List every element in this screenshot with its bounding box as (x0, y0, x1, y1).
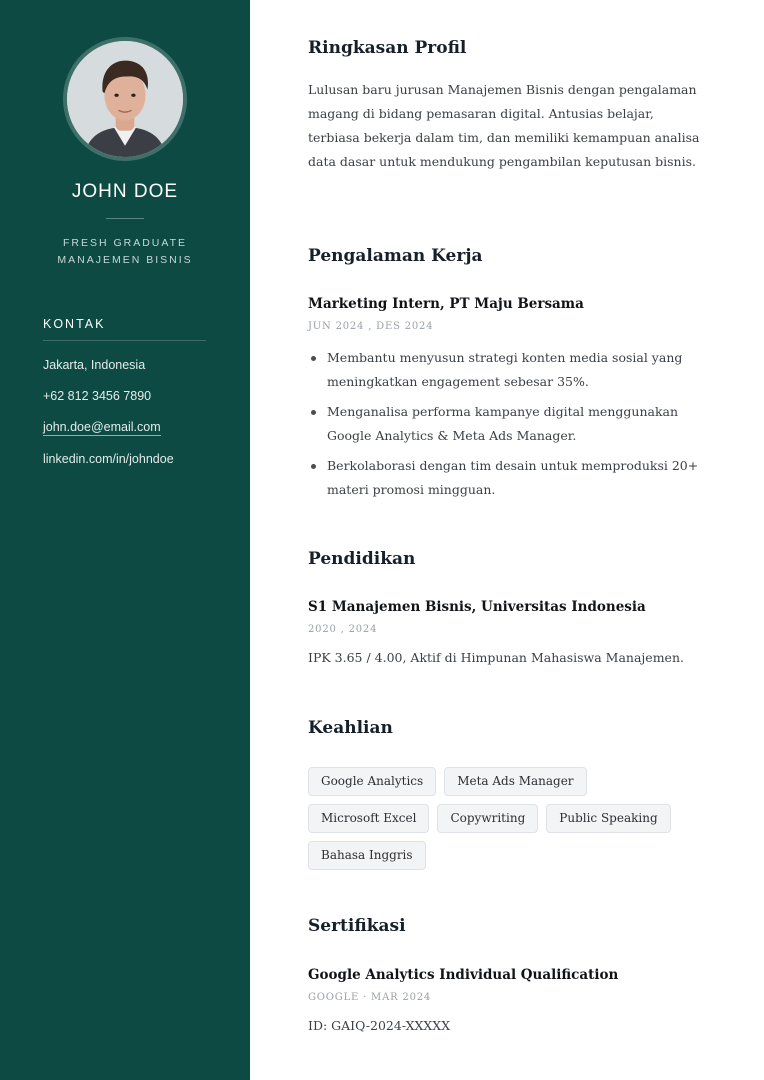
name-divider (106, 218, 144, 219)
list-item (308, 346, 708, 394)
contact-heading: KONTAK (43, 317, 106, 331)
skill-chip: Copywriting (437, 804, 538, 833)
contact-linkedin: linkedin.com/in/johndoe (43, 452, 174, 466)
skills-list (308, 767, 708, 878)
contact-phone: +62 812 3456 7890 (43, 389, 152, 403)
job-responsibilities (308, 346, 708, 508)
bullet-text: Membantu menyusun strategi konten media sosial yang meningkatkan engagement sebesar 35%. (327, 350, 683, 389)
skill-chip: Public Speaking (546, 804, 670, 833)
section-title-experience: Pengalaman Kerja (308, 246, 483, 266)
section-title-certification: Sertifikasi (308, 916, 406, 936)
job-period: JUN 2024 , DES 2024 (308, 321, 434, 332)
education-degree: S1 Manajemen Bisnis, Universitas Indonesia (308, 599, 646, 615)
candidate-name: JOHN DOE (71, 181, 179, 202)
subtitle-line-2: MANAJEMEN BISNIS (57, 254, 193, 266)
bullet-icon (311, 464, 316, 469)
contact-divider (43, 340, 206, 341)
profile-photo (67, 41, 183, 157)
profile-summary: Lulusan baru jurusan Manajemen Bisnis dengan pengalaman magang di bidang pemasaran digital. Antusias belajar, terbiasa bekerja dalam tim, dan memiliki kemampuan analisa data dasar untuk mendukung pengambilan keputusan bisnis. (308, 82, 700, 169)
certification-id: ID: GAIQ-2024-XXXXX (308, 1018, 451, 1033)
section-title-education: Pendidikan (308, 549, 416, 569)
skill-chip: Google Analytics (308, 767, 436, 796)
list-item (308, 400, 708, 448)
bullet-text: Menganalisa performa kampanye digital menggunakan Google Analytics & Meta Ads Manager. (327, 404, 679, 443)
bullet-icon (311, 356, 316, 361)
contact-email-link[interactable]: john.doe@email.com (43, 420, 161, 434)
education-detail: IPK 3.65 / 4.00, Aktif di Himpunan Mahasiswa Manajemen. (308, 650, 684, 665)
bullet-icon (311, 410, 316, 415)
contact-location: Jakarta, Indonesia (43, 358, 146, 372)
skill-chip: Microsoft Excel (308, 804, 429, 833)
subtitle-line-1: FRESH GRADUATE (62, 237, 188, 249)
avatar (63, 37, 187, 161)
section-title-skills: Keahlian (308, 718, 393, 738)
bullet-text: Berkolaborasi dengan tim desain untuk memproduksi 20+ materi promosi mingguan. (327, 458, 699, 497)
job-title: Marketing Intern, PT Maju Bersama (308, 296, 584, 312)
certification-issuer: GOOGLE · MAR 2024 (308, 992, 432, 1003)
sidebar (0, 0, 250, 1080)
certification-name: Google Analytics Individual Qualification (308, 967, 619, 983)
education-period: 2020 , 2024 (308, 624, 378, 635)
skill-chip: Bahasa Inggris (308, 841, 426, 870)
skill-chip: Meta Ads Manager (444, 767, 586, 796)
section-title-profile: Ringkasan Profil (308, 38, 467, 58)
list-item (308, 454, 708, 502)
